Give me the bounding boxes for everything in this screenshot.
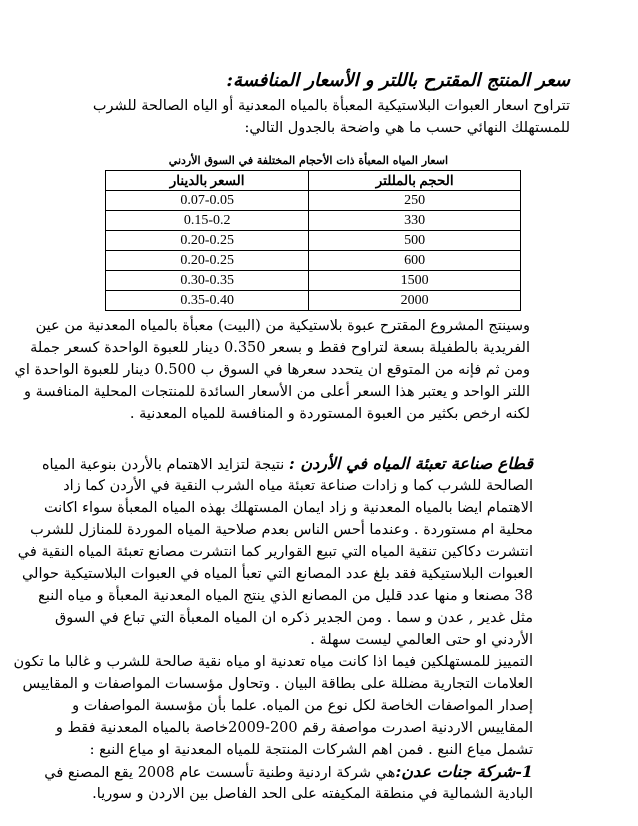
cell-price: 0.20-0.25 (106, 251, 309, 271)
table-row (106, 191, 521, 211)
table-row (106, 251, 521, 271)
paragraph-line: محلية ام مستوردة . وعندما أحس الناس بعدم صلاحية المياه الموردة للمنازل للشرب (30, 522, 533, 538)
table-header-row (106, 171, 521, 191)
table-caption: اسعار المياه المعبأة ذات الأحجام المختلفة في السوق الأردني (168, 154, 448, 167)
paragraph-line: ومن ثم فإنه من المتوقع ان يتحدد سعرها في السوق ب 0.500 دينار للعبوة الواحدة اي (14, 362, 530, 378)
cell-volume: 250 (309, 191, 521, 211)
table-row (106, 271, 521, 291)
paragraph-line: الأردني او حتى العالمي ليست سهلة . (310, 632, 533, 648)
sector-first-line-text: نتيجة لتزايد الاهتمام بالأردن بنوعية المياه (41, 457, 289, 473)
cell-volume: 2000 (309, 291, 521, 311)
cell-price: 0.15-0.2 (106, 211, 309, 231)
paragraph-line: لكنه ارخص بكثير من العبوة المستوردة و المنافسة للمياه المعدنية . (129, 406, 530, 422)
table-row (106, 231, 521, 251)
paragraph-line: الصالحة للشرب كما و زادات صناعة تعبئة مياه الشرب النقية في الأردن كما زاد (63, 478, 533, 494)
cell-price: 0.30-0.35 (106, 271, 309, 291)
price-table (105, 170, 521, 311)
table-row (106, 291, 521, 311)
paragraph-line: المقاييس الاردنية اصدرت مواصفة رقم 200-2009خاصة بالمياه المعدنية فقط و (55, 720, 533, 736)
cell-price: 0.35-0.40 (106, 291, 309, 311)
paragraph-line: اللتر الواحد و يعتبر هذا السعر أعلى من الأسعار السائدة للمنتجات المحلية المنافسة و (24, 384, 530, 400)
cell-volume: 500 (309, 231, 521, 251)
cell-volume: 600 (309, 251, 521, 271)
company-heading: 1-شركة جنات عدن: (395, 762, 533, 781)
table-row (106, 211, 521, 231)
sector-heading: قطاع صناعة تعبئة المياه في الأردن : (288, 454, 533, 473)
header-volume: الحجم بالمللتر (309, 171, 521, 191)
paragraph-line: 38 مصنعا و منها عدد قليل من المصانع الذي ينتج المياه المعدنية المعبأة و مياه النبع (38, 588, 533, 604)
paragraph-line: الاهتمام ايضا بالمياه المعدنية و زاد ايمان المستهلك بهذه المياه المعبأة سواء اكانت (43, 500, 533, 516)
paragraph-line: انتشرت دكاكين تنقية المياه التي تبيع القوارير كما انتشرت مصانع تعبئة المياه النقية في (17, 544, 533, 560)
paragraph-line: إصدار المواصفات الخاصة لكل نوع من المياه. علما بأن مؤسسة المواصفات و (72, 698, 533, 714)
cell-price: 0.20-0.25 (106, 231, 309, 251)
paragraph-line: الفريدية بالطفيلة بسعة لتراوح فقط و بسعر 0.350 دينار للعبوة الواحدة كسعر جملة (30, 340, 530, 356)
intro-line-1: تتراوح اسعار العبوات البلاستيكية المعبأة بالمياه المعدنية أو الياه الصالحة للشرب (92, 98, 570, 114)
cell-price: 0.07-0.05 (106, 191, 309, 211)
cell-volume: 330 (309, 211, 521, 231)
paragraph-line: مثل غدير , عدن و سما . ومن الجدير ذكره ان المياه المعبأة التي تباع في السوق (54, 610, 533, 626)
section-title: سعر المنتج المقترح باللتر و الأسعار المنافسة: (226, 70, 570, 91)
paragraph-line: العلامات التجارية مضللة على بطاقة البيان . وتحاول مؤسسات المواصفات و المقاييس (22, 676, 533, 692)
paragraph-line: البادية الشمالية في منطقة المكيفته على الحد الفاصل بين الاردن و سوريا. (92, 786, 533, 802)
paragraph-line: وسينتج المشروع المقترح عبوة بلاستيكية من (البيت) معبأة بالمياه المعدنية من عين (35, 318, 530, 334)
sector-first-line (42, 454, 533, 475)
paragraph-line: التمييز للمستهلكين فيما اذا كانت مياه تعدنية او مياه نقية صالحة للشرب و غالبا ما تكون (13, 654, 533, 670)
cell-volume: 1500 (309, 271, 521, 291)
intro-line-2: للمستهلك النهائي حسب ما هي واضحة بالجدول التالي: (244, 120, 570, 136)
header-price: السعر بالدينار (106, 171, 309, 191)
company-first-line-text: هي شركة اردنية وطنية تأسست عام 2008 يقع المصنع في (44, 765, 396, 781)
company-first-line (44, 762, 533, 783)
paragraph-line: العبوات البلاستيكية فقد بلغ عدد المصانع التي تعبأ المياه في العبوات البلاستيكية حوالي (21, 566, 533, 582)
paragraph-line: تشمل مياع النبع . فمن اهم الشركات المنتجة للمياه المعدنية او مياع النبع : (89, 742, 533, 758)
